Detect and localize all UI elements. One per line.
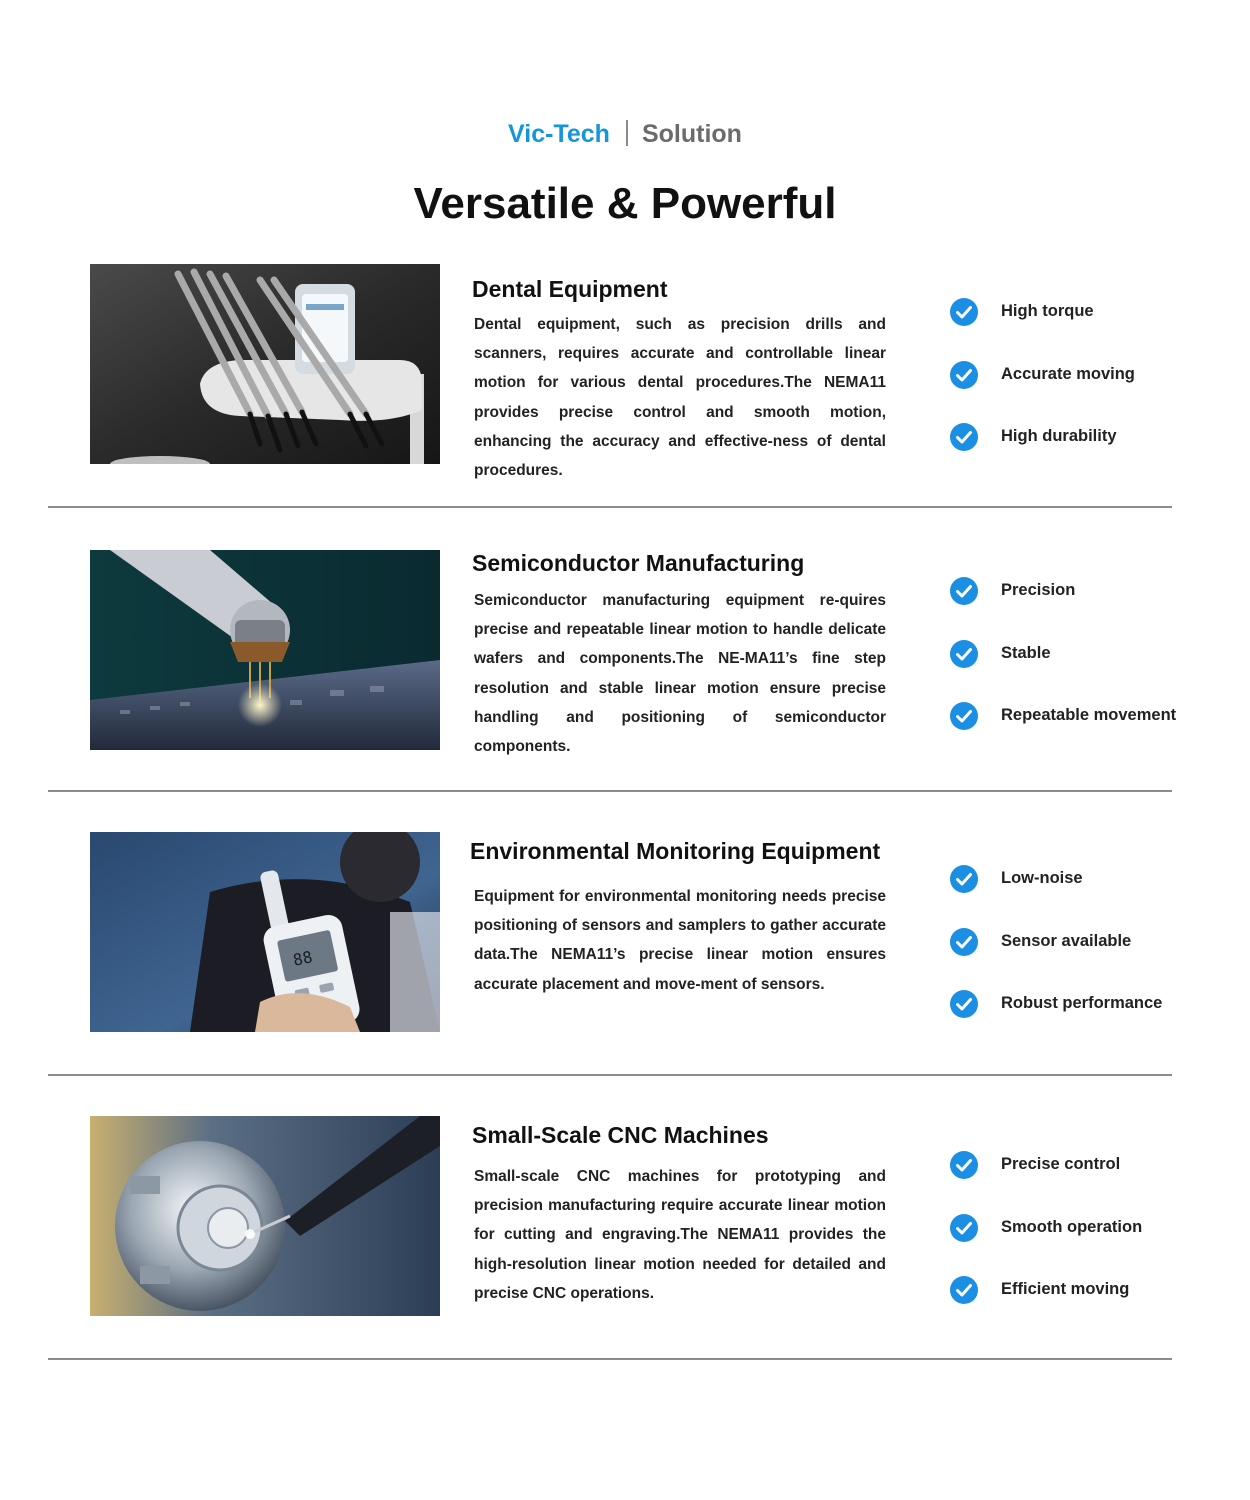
page-title: Versatile & Powerful xyxy=(413,179,837,228)
feature-label: Efficient moving xyxy=(1001,1280,1130,1298)
dental-equipment-photo xyxy=(90,264,440,464)
feature-label: High durability xyxy=(1001,427,1117,445)
feature-item xyxy=(950,298,1240,361)
feature-label: Accurate moving xyxy=(1001,364,1135,383)
feature-label: Low-noise xyxy=(1001,869,1083,887)
feature-label: Smooth operation xyxy=(1001,1217,1143,1236)
feature-item xyxy=(950,577,1240,640)
section-title: Environmental Monitoring Equipment xyxy=(470,838,881,864)
section-divider xyxy=(48,790,1172,792)
section-title: Small-Scale CNC Machines xyxy=(472,1122,769,1148)
feature-label: Precision xyxy=(1001,581,1076,599)
solution-section-dental xyxy=(0,264,1250,548)
brand-line xyxy=(0,116,1250,152)
solution-section-semiconductor xyxy=(0,550,1250,834)
check-circle-icon xyxy=(950,1214,978,1242)
section-description: Semiconductor manufacturing equipment re-quires precise and repeatable linear motion to handle delicate wafers and components.The NE-MA11’s fine step resolution and stable linear motion ensure precise handling and positioning of semiconductor components. xyxy=(474,592,886,756)
feature-item xyxy=(950,990,1240,1053)
feature-label: Robust performance xyxy=(1001,994,1163,1012)
environmental-monitoring-photo xyxy=(90,832,440,1032)
check-circle-icon xyxy=(950,640,978,668)
check-circle-icon xyxy=(950,298,978,326)
section-title: Semiconductor Manufacturing xyxy=(472,550,805,576)
section-divider xyxy=(48,1358,1172,1360)
feature-item xyxy=(950,361,1240,424)
brand-name: Vic-Tech xyxy=(508,120,610,148)
section-description: Small-scale CNC machines for prototyping and precision manufacturing require accurate linear motion for cutting and engraving.The NEMA11 provides the high-resolution linear motion needed for detailed and precise CNC operations. xyxy=(474,1168,886,1302)
check-circle-icon xyxy=(950,1276,978,1304)
section-label: Solution xyxy=(641,120,742,148)
page-header xyxy=(0,116,1250,152)
feature-label: Precise control xyxy=(1001,1155,1121,1173)
cnc-machine-photo xyxy=(90,1116,440,1316)
check-circle-icon xyxy=(950,865,978,893)
section-description: Equipment for environmental monitoring needs precise positioning of sensors and samplers to gather accurate data.The NEMA11’s precise linear motion ensures accurate placement and move-ment of sensors. xyxy=(474,888,886,993)
solution-section-cnc xyxy=(0,1116,1250,1400)
feature-item xyxy=(950,640,1240,703)
feature-item xyxy=(950,702,1240,765)
feature-list xyxy=(950,298,1240,486)
check-circle-icon xyxy=(950,990,978,1018)
check-circle-icon xyxy=(950,361,978,389)
feature-item xyxy=(950,1276,1240,1339)
check-circle-icon xyxy=(950,577,978,605)
feature-item xyxy=(950,865,1240,928)
feature-list xyxy=(950,865,1240,1053)
check-circle-icon xyxy=(950,1151,978,1179)
section-description: Dental equipment, such as precision drills and scanners, requires accurate and controllable linear motion for various dental procedures.The NEMA11 provides precise control and smooth motion, enhancing the accuracy and effective-ness of dental procedures. xyxy=(474,316,886,480)
feature-item xyxy=(950,423,1240,486)
section-divider xyxy=(48,1074,1172,1076)
feature-label: Stable xyxy=(1001,643,1051,662)
feature-list xyxy=(950,1151,1240,1339)
semiconductor-photo xyxy=(90,550,440,750)
check-circle-icon xyxy=(950,702,978,730)
feature-item xyxy=(950,1151,1240,1214)
feature-item xyxy=(950,1214,1240,1277)
check-circle-icon xyxy=(950,423,978,451)
feature-list xyxy=(950,577,1240,765)
feature-label: Repeatable movement xyxy=(1001,706,1177,724)
solution-section-environmental xyxy=(0,832,1250,1116)
feature-label: High torque xyxy=(1001,302,1094,320)
feature-item xyxy=(950,928,1240,991)
brand-divider xyxy=(626,120,628,146)
feature-label: Sensor available xyxy=(1001,931,1132,950)
section-divider xyxy=(48,506,1172,508)
check-circle-icon xyxy=(950,928,978,956)
section-title: Dental Equipment xyxy=(472,276,668,302)
svg-text:88: 88 xyxy=(291,947,315,970)
